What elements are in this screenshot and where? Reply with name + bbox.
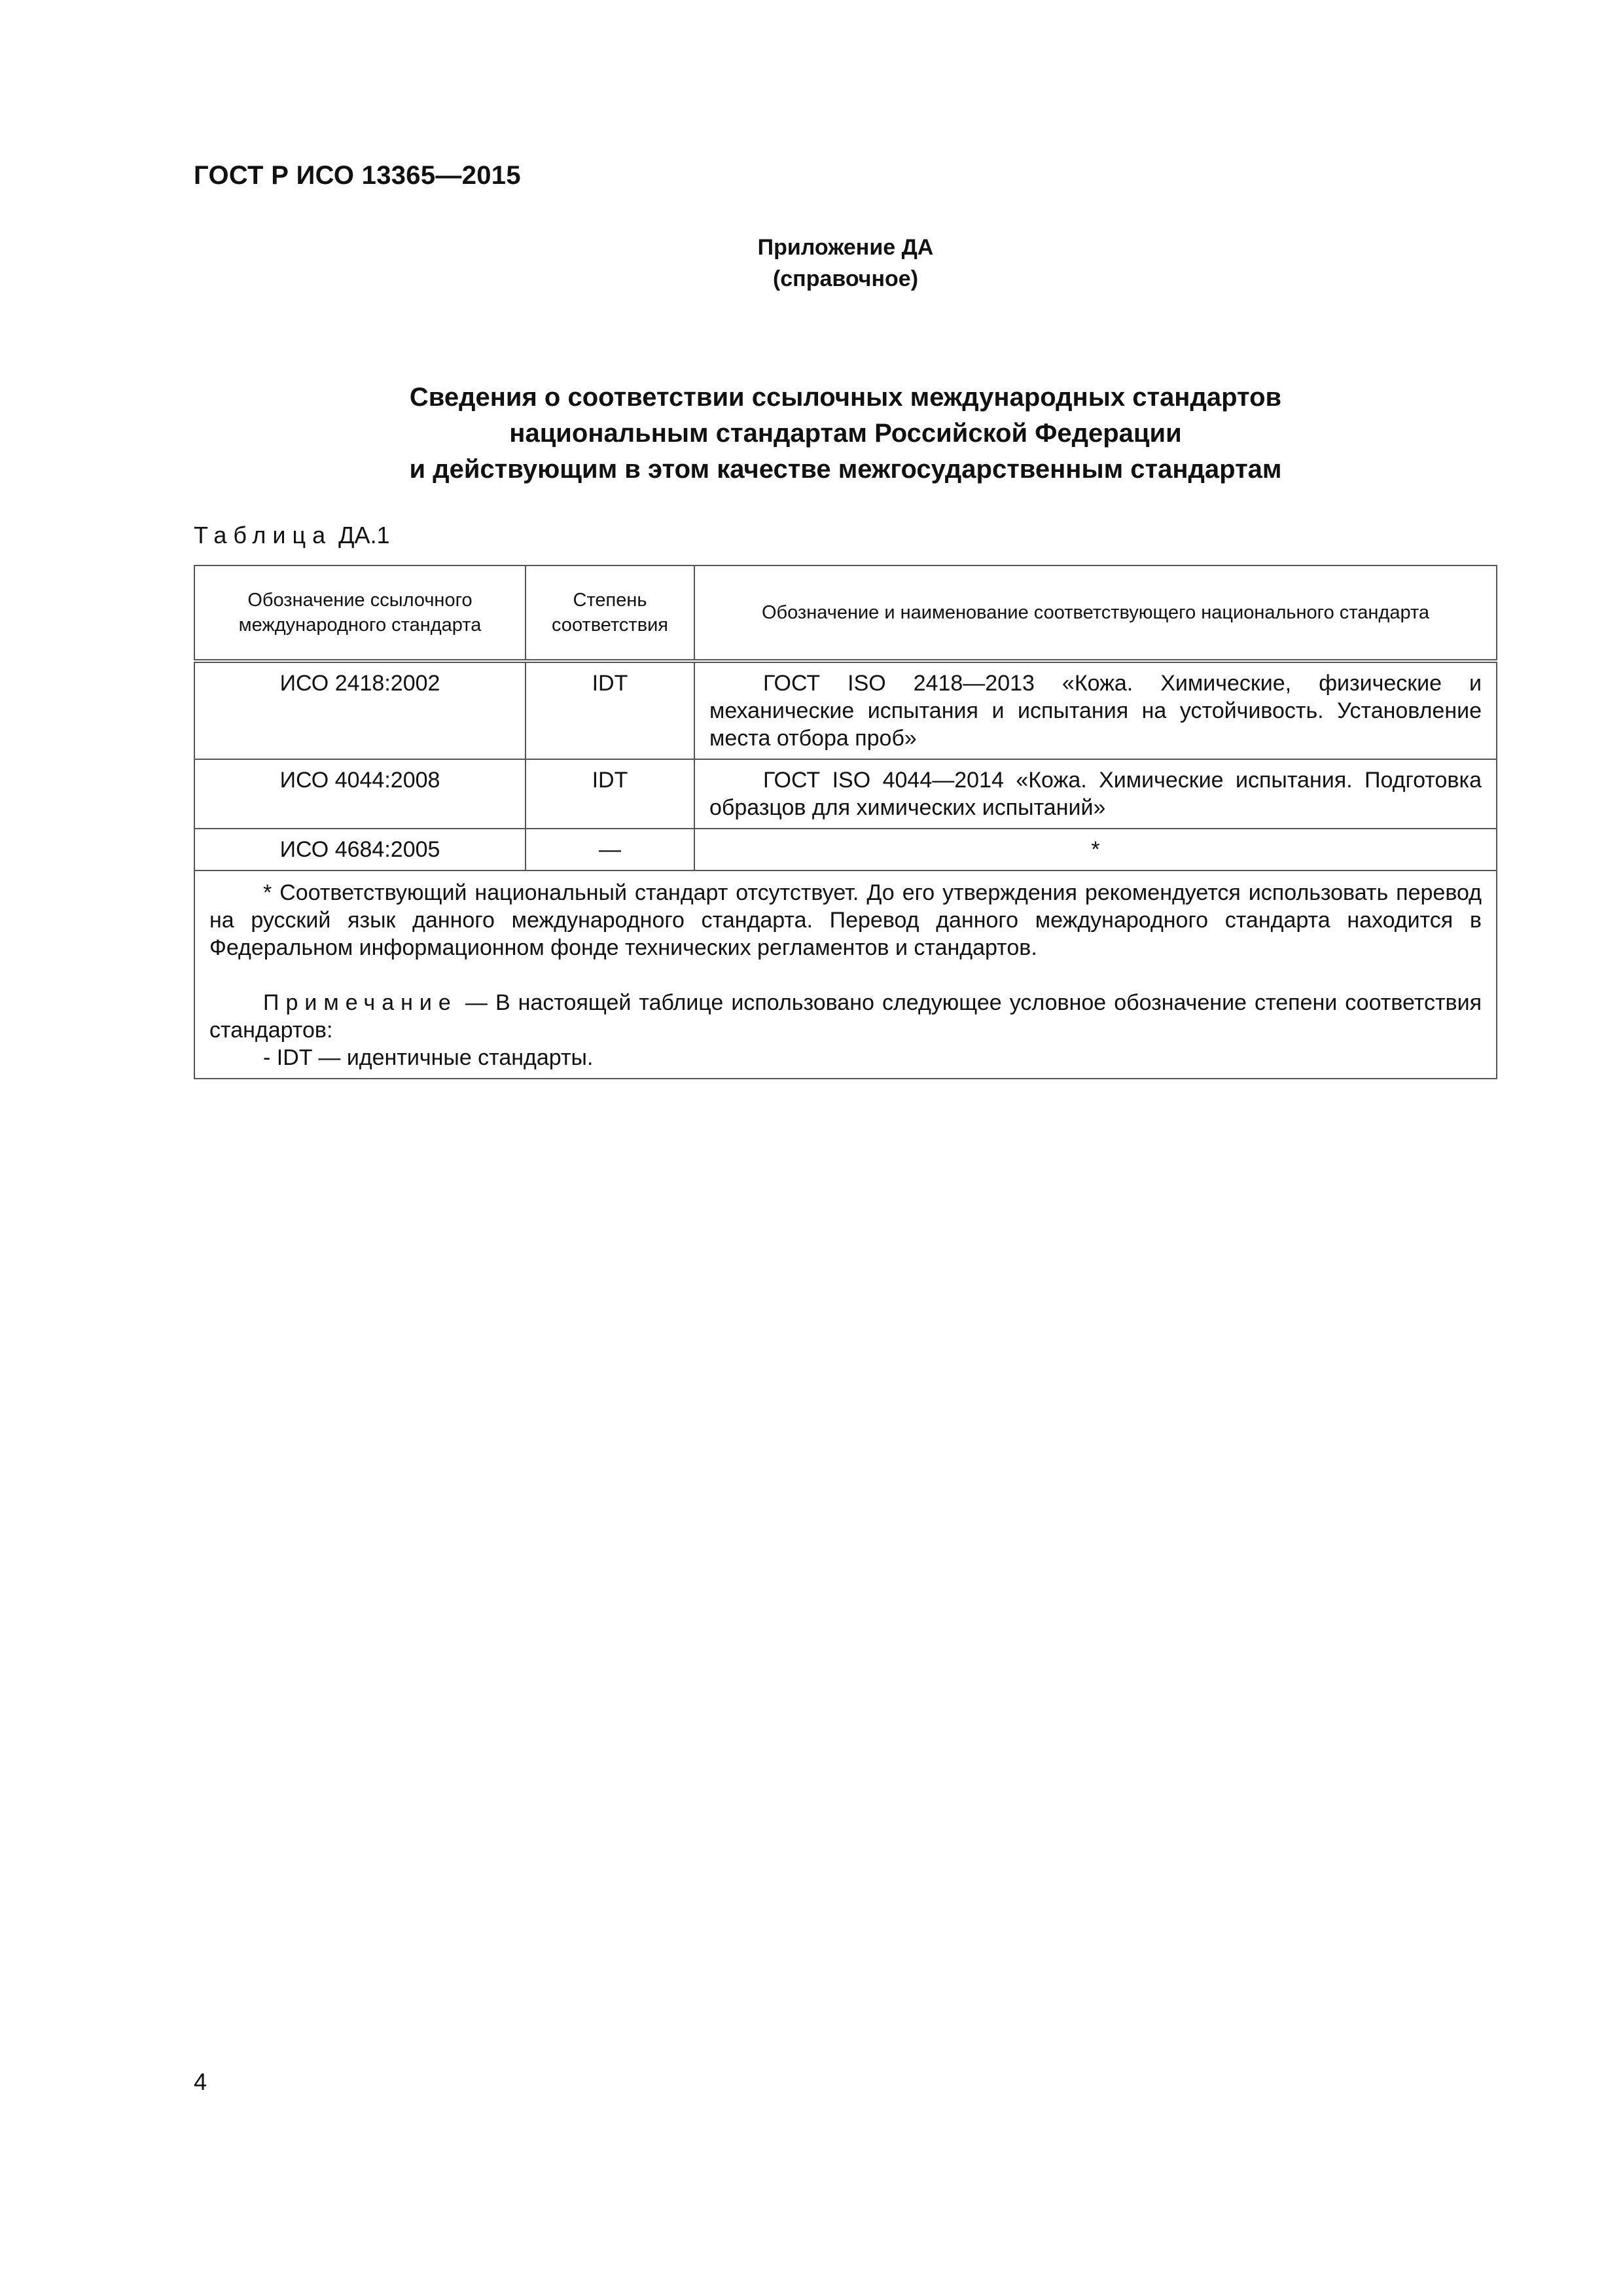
note-word: Примечание: [263, 990, 457, 1015]
cell-intl: ИСО 4044:2008: [194, 759, 526, 829]
footnote: * Соответствующий национальный стандарт отсутствует. До его утверждения рекомендуется использовать перевод на русский язык данного международного стандарта. Перевод данного международного стандарта находится в Федеральном информационном фонде технических регламентов и стандартов.: [209, 880, 1482, 960]
table-row: [194, 759, 1497, 829]
note-item: - IDT — идентичные стандарты.: [263, 1045, 594, 1070]
cell-degree: —: [526, 829, 694, 870]
cell-national: ГОСТ ISO 4044—2014 «Кожа. Химические испытания. Подготовка образцов для химических испытаний»: [694, 759, 1497, 829]
column-header-intl: Обозначение ссылочного международного стандарта: [194, 565, 526, 661]
annex-kind: (справочное): [772, 266, 919, 291]
main-title-line-3: и действующим в этом качестве межгосударственным стандартам: [409, 455, 1282, 484]
main-title-line-1: Сведения о соответствии ссылочных международных стандартов: [409, 383, 1282, 412]
cell-intl: ИСО 4684:2005: [194, 829, 526, 870]
main-title-line-2: национальным стандартам Российской Федерации: [509, 419, 1182, 448]
cell-national: ГОСТ ISO 2418—2013 «Кожа. Химические, физические и механические испытания и испытания на устойчивость. Установление места отбора проб»: [694, 661, 1497, 759]
table-header-row: [194, 565, 1497, 661]
table-label-number: ДА.1: [338, 522, 390, 548]
cell-degree: IDT: [526, 661, 694, 759]
column-header-national: Обозначение и наименование соответствующего национального стандарта: [694, 565, 1497, 661]
table-label-word: Таблица: [194, 522, 332, 548]
correspondence-table: [194, 565, 1497, 1079]
table-row: [194, 661, 1497, 759]
column-header-degree: Степень соответствия: [526, 565, 694, 661]
annex-title: Приложение ДА: [757, 235, 934, 260]
note-text: — В настоящей таблице использовано следующее условное обозначение степени соответствия стандартов:: [209, 990, 1482, 1043]
table-row: [194, 829, 1497, 870]
main-title: [0, 380, 1623, 488]
table-footer: [194, 870, 1497, 1079]
cell-national: *: [694, 829, 1497, 870]
page-number: 4: [194, 2068, 207, 2095]
table-label: [194, 521, 390, 550]
cell-intl: ИСО 2418:2002: [194, 661, 526, 759]
table-footer-row: [194, 870, 1497, 1079]
document-code: ГОСТ Р ИСО 13365—2015: [194, 161, 521, 190]
annex-heading: [0, 232, 1623, 295]
cell-degree: IDT: [526, 759, 694, 829]
note: [209, 989, 1482, 1044]
